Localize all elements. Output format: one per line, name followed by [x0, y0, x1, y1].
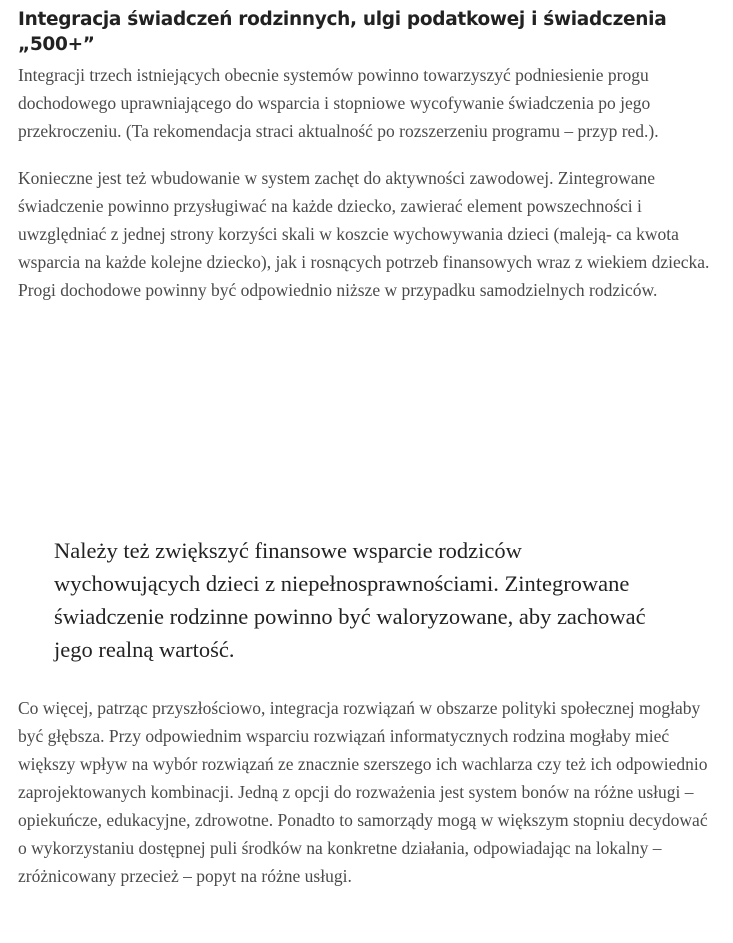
paragraph-threshold: Integracji trzech istniejących obecnie systemów powinno towarzyszyć podniesienie progu dochodowego uprawniającego do wsparcia i stopniowe wycofywanie świadczenia po jego przekroczeniu. (Ta rekomendacja straci aktualność po rozszerzeniu programu – przyp red.). [18, 65, 659, 141]
paragraph-incentives: Konieczne jest też wbudowanie w system zachęt do aktywności zawodowej. Zintegrowane świadczenie powinno przysługiwać na każde dziecko, zawierać element powszechności i uwzględniać z jednej strony korzyści skali w koszcie wychowywania dzieci (maleją- ca kwota wsparcia na każde kolejne dziecko), jak i rosnących potrzeb finansowych wraz z wiekiem dziecka. Progi dochodowe powinny być odpowiednio niższe w przypadku samodzielnych rodziców. [18, 168, 710, 300]
section-heading: Integracja świadczeń rodzinnych, ulgi podatkowej i świadczenia „500+” [18, 9, 667, 55]
article [18, 0, 718, 304]
paragraph-future-integration: Co więcej, patrząc przyszłościowo, integracja rozwiązań w obszarze polityki społecznej mogłaby być głębsza. Przy odpowiednim wsparciu rozwiązań informatycznych rodzina mogłaby mieć większy wpływ na wybór rozwiązań ze znacznie szerszego ich wachlarza czy też ich odpowiednio zaprojektowanych kombinacji. Jedną z opcji do rozważenia jest system bonów na różne usługi – opiekuńcze, edukacyjne, zdrowotne. Ponadto to samorządy mogą w większym stopniu decydować o wykorzystaniu dostępnej puli środków na konkretne działania, odpowiadając na lokalny – zróżnicowany przecież – popyt na różne usługi. [18, 698, 708, 886]
pull-quote: Należy też zwiększyć finansowe wsparcie rodziców wychowujących dzieci z niepełnosprawnościami. Zintegrowane świadczenie rodzinne powinno być waloryzowane, aby zachować jego realną wartość. [54, 538, 646, 662]
